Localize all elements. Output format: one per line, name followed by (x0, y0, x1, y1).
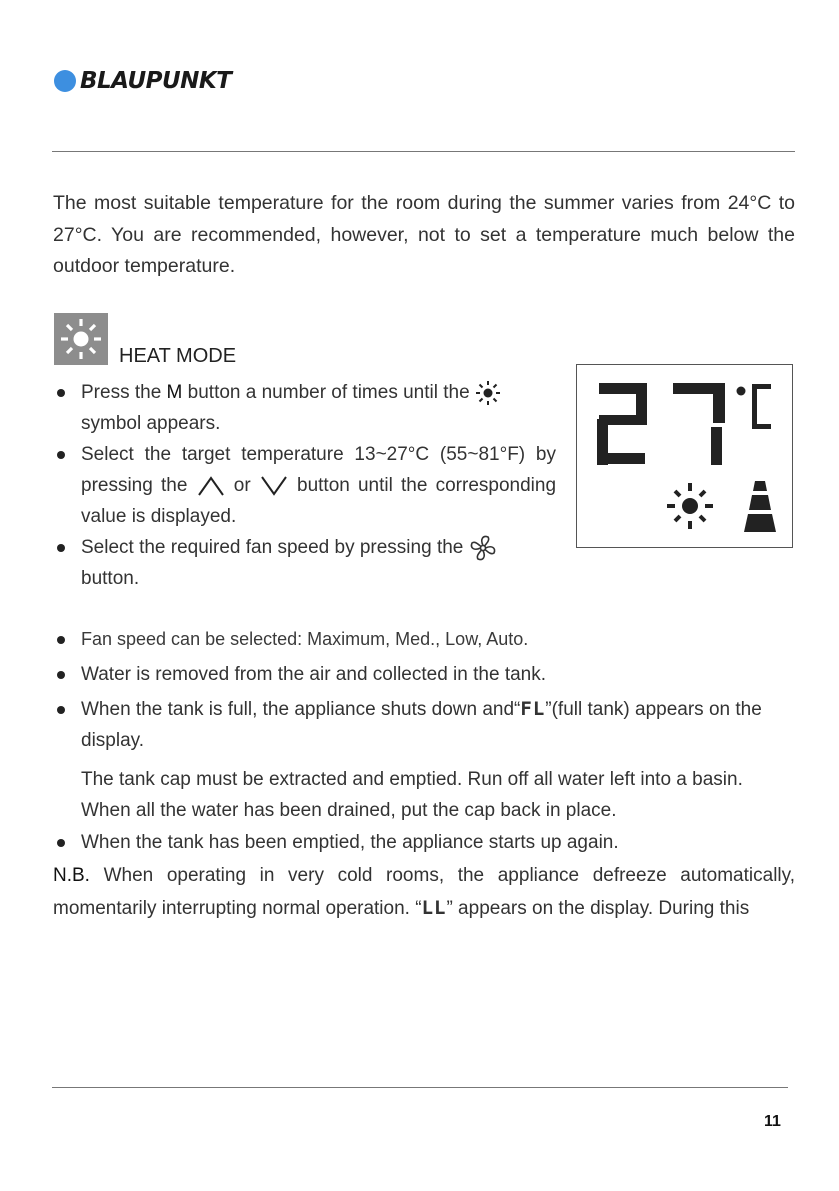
celsius-symbol (752, 384, 771, 429)
list-item: When the tank is full, the appliance shuts down and“FL”(full tank) appears on the display. (53, 694, 795, 756)
fan-speed-icon (744, 481, 776, 532)
brand-name: BLAUPUNKT (80, 68, 232, 94)
full-tank-code: FL (520, 698, 546, 720)
digit-seven (673, 383, 725, 465)
lcd-temperature-readout (577, 365, 792, 547)
list-item: Press the M button a number of times until the symbol appears. (53, 377, 556, 439)
lcd-display-panel (576, 364, 793, 548)
heat-mode-title: HEAT MODE (119, 345, 237, 367)
nb-paragraph: N.B. When operating in very cold rooms, the appliance defreeze automatically, momentarily interrupting normal operation. “LL” appears on the display. During this (53, 865, 795, 919)
sun-icon (475, 380, 501, 406)
digit-two (597, 383, 647, 465)
up-arrow-icon (196, 475, 226, 497)
footer-divider (52, 1087, 788, 1088)
list-item: Fan speed can be selected: Maximum, Med., Low, Auto. (53, 624, 795, 655)
logo-dot (54, 70, 76, 92)
list-item: Water is removed from the air and collected in the tank. (53, 659, 795, 690)
list-item: When the tank has been emptied, the appliance starts up again. (53, 827, 795, 858)
brand-logo (54, 68, 231, 94)
defrost-code: LL (421, 897, 447, 919)
intro-paragraph: The most suitable temperature for the room during the summer varies from 24°C to 27°C. You are recommended, however, not to set a temperature much below the outdoor temperature. (53, 192, 795, 277)
list-item: Select the target temperature 13~27°C (55~81°F) by pressing the or button until the corresponding value is displayed. (53, 439, 556, 532)
nb-label: N.B. (53, 865, 90, 886)
tank-instructions: The tank cap must be extracted and emptied. Run off all water left into a basin. When all the water has been drained, put the cap back in place. (81, 769, 743, 821)
notes-list (53, 624, 795, 760)
down-arrow-icon (259, 475, 289, 497)
header-divider (52, 151, 795, 152)
sun-icon (667, 483, 713, 529)
heat-mode-steps (53, 377, 556, 594)
list-item: Select the required fan speed by pressing the button. (53, 532, 556, 594)
page-number: 11 (764, 1113, 781, 1130)
heat-mode-icon-box (54, 313, 108, 365)
notes-list-continued (53, 827, 795, 862)
sun-icon (54, 313, 108, 365)
degree-symbol (737, 387, 746, 396)
fan-icon (469, 534, 497, 562)
